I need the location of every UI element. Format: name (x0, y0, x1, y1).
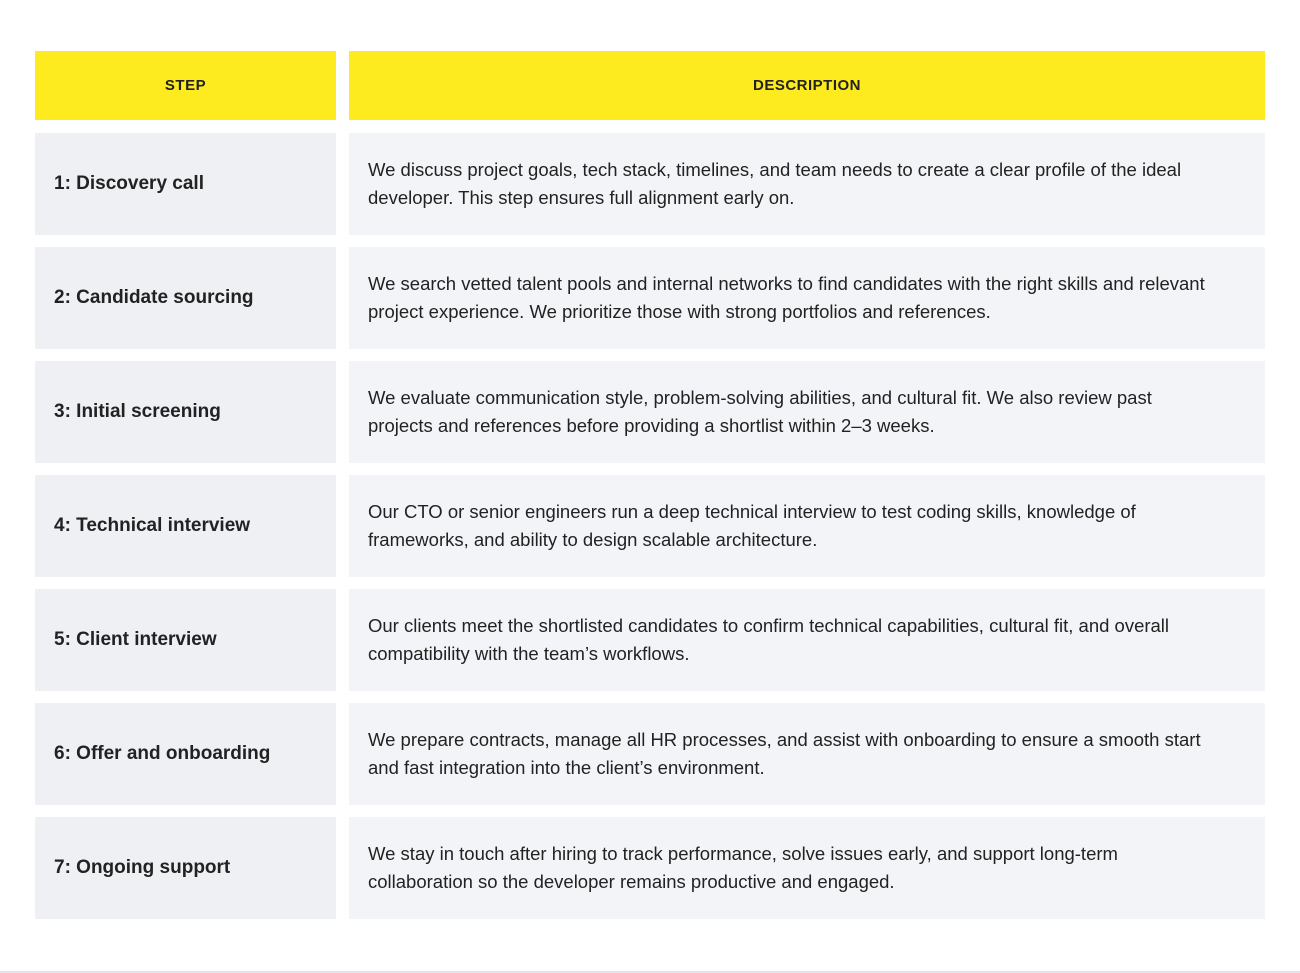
step-cell: 1: Discovery call (35, 133, 336, 235)
description-cell: We discuss project goals, tech stack, timelines, and team needs to create a clear profile of the ideal developer. This step ensures full alignment early on. (349, 133, 1265, 235)
table-row (35, 361, 1265, 463)
description-cell: We evaluate communication style, problem-solving abilities, and cultural fit. We also review past projects and references before providing a shortlist within 2–3 weeks. (349, 361, 1265, 463)
hiring-steps-table (35, 51, 1265, 931)
table-row (35, 475, 1265, 577)
description-cell: Our clients meet the shortlisted candidates to confirm technical capabilities, cultural fit, and overall compatibility with the team’s workflows. (349, 589, 1265, 691)
header-step: STEP (35, 51, 336, 120)
table-row (35, 133, 1265, 235)
description-cell: We search vetted talent pools and internal networks to find candidates with the right skills and relevant project experience. We prioritize those with strong portfolios and references. (349, 247, 1265, 349)
description-cell: Our CTO or senior engineers run a deep technical interview to test coding skills, knowledge of frameworks, and ability to design scalable architecture. (349, 475, 1265, 577)
table-header-row (35, 51, 1265, 120)
description-cell: We prepare contracts, manage all HR processes, and assist with onboarding to ensure a smooth start and fast integration into the client’s environment. (349, 703, 1265, 805)
table-row (35, 589, 1265, 691)
step-cell: 6: Offer and onboarding (35, 703, 336, 805)
step-cell: 3: Initial screening (35, 361, 336, 463)
description-cell: We stay in touch after hiring to track performance, solve issues early, and support long-term collaboration so the developer remains productive and engaged. (349, 817, 1265, 919)
table-row (35, 247, 1265, 349)
header-description: DESCRIPTION (349, 51, 1265, 120)
step-cell: 2: Candidate sourcing (35, 247, 336, 349)
step-cell: 4: Technical interview (35, 475, 336, 577)
step-cell: 5: Client interview (35, 589, 336, 691)
table-row (35, 703, 1265, 805)
step-cell: 7: Ongoing support (35, 817, 336, 919)
table-row (35, 817, 1265, 919)
